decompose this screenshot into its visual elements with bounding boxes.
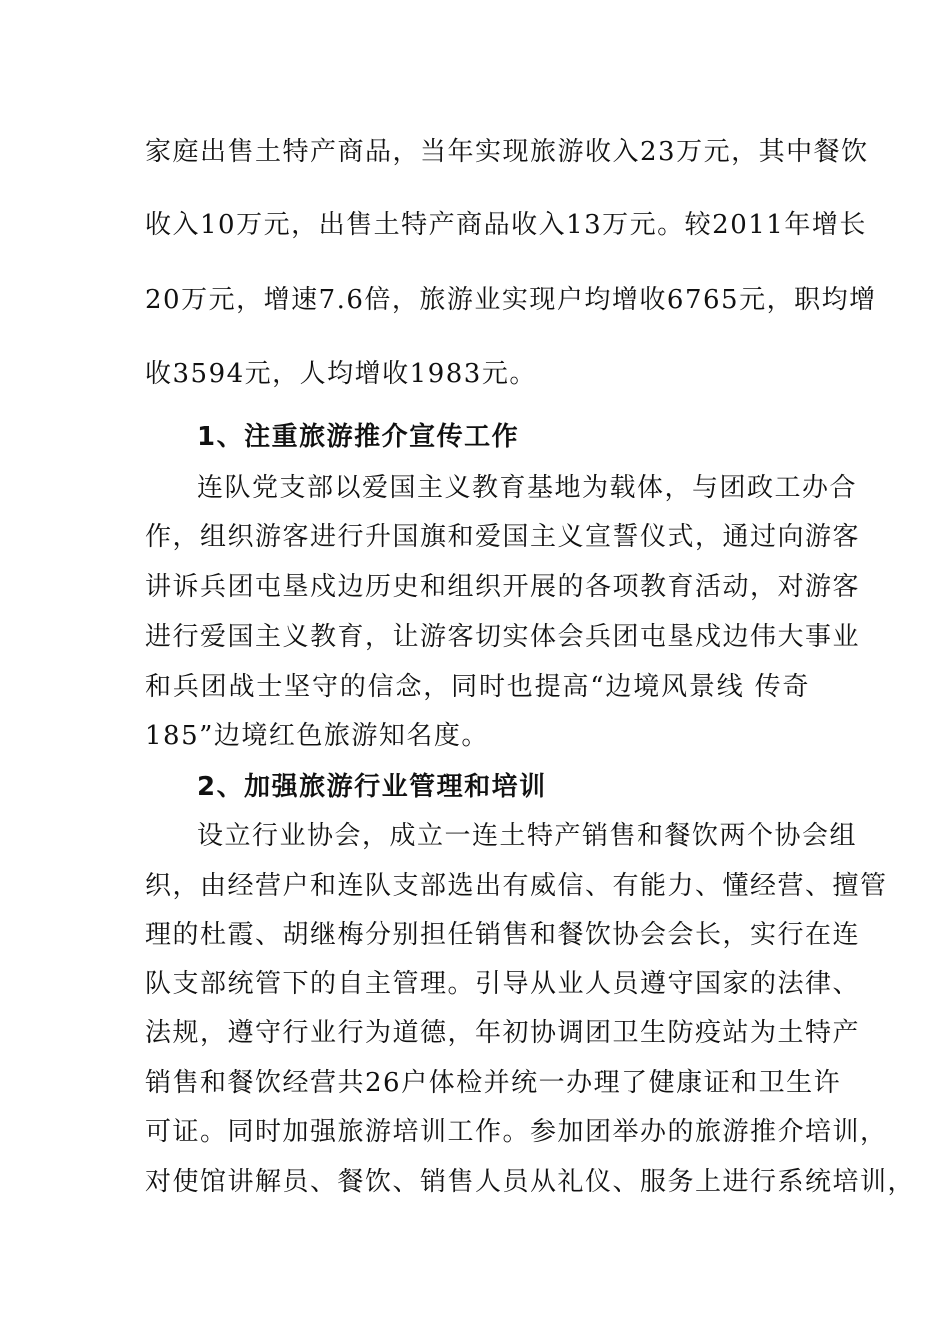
section-2-line-4: 队支部统管下的自主管理。引导从业人员遵守国家的法律、 <box>145 969 861 999</box>
section-2-line-5: 法规，遵守行业行为道德，年初协调团卫生防疫站为土特产 <box>145 1018 861 1048</box>
intro-line-1: 家庭出售土特产商品，当年实现旅游收入23万元，其中餐饮 <box>145 137 869 167</box>
section-1-heading: 1、注重旅游推介宣传工作 <box>197 422 520 452</box>
section-1-line-5: 和兵团战士坚守的信念，同时也提高“边境风景线 传奇 <box>145 672 810 702</box>
section-2-line-2: 织，由经营户和连队支部选出有威信、有能力、懂经营、擅管 <box>145 871 888 901</box>
intro-line-2: 收入10万元，出售土特产商品收入13万元。较2011年增长 <box>145 210 867 240</box>
section-1-line-1: 连队党支部以爱国主义教育基地为载体，与团政工办合 <box>197 473 858 503</box>
section-1-line-4: 进行爱国主义教育，让游客切实体会兵团屯垦戍边伟大事业 <box>145 622 861 652</box>
section-1-line-6: 185”边境红色旅游知名度。 <box>145 721 489 751</box>
section-2-line-3: 理的杜霞、胡继梅分别担任销售和餐饮协会会长，实行在连 <box>145 920 861 950</box>
intro-line-3: 20万元，增速7.6倍，旅游业实现户均增收6765元，职均增 <box>145 285 877 315</box>
section-2-line-1: 设立行业协会，成立一连土特产销售和餐饮两个协会组 <box>197 821 858 851</box>
section-2-line-7: 可证。同时加强旅游培训工作。参加团举办的旅游推介培训， <box>145 1117 888 1147</box>
section-2-heading: 2、加强旅游行业管理和培训 <box>197 772 547 802</box>
intro-line-4: 收3594元，人均增收1983元。 <box>145 359 537 389</box>
section-2-line-6: 销售和餐饮经营共26户体检并统一办理了健康证和卫生许 <box>145 1068 842 1098</box>
section-2-line-8: 对使馆讲解员、餐饮、销售人员从礼仪、服务上进行系统培训， <box>145 1167 916 1197</box>
section-1-line-3: 讲诉兵团屯垦戍边历史和组织开展的各项教育活动，对游客 <box>145 572 861 602</box>
section-1-line-2: 作，组织游客进行升国旗和爱国主义宣誓仪式，通过向游客 <box>145 522 861 552</box>
